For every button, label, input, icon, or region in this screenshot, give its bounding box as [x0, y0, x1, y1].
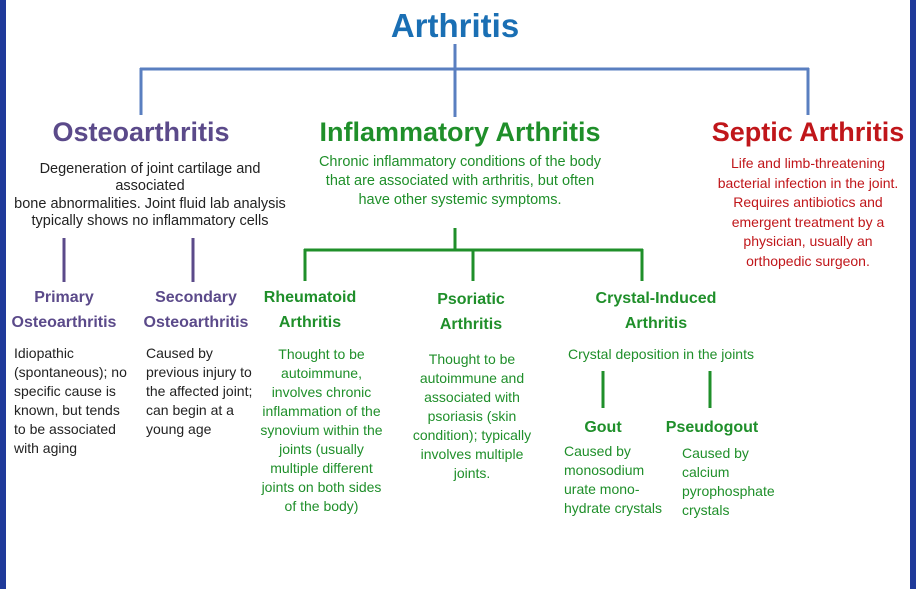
secondary-oa-desc-line: previous injury to — [146, 364, 252, 381]
inflammatory-title: Inflammatory Arthritis — [319, 117, 601, 147]
inflammatory-desc-line: that are associated with arthritis, but often — [325, 172, 595, 189]
rheumatoid-desc-line: autoimmune, — [281, 365, 362, 382]
primary-oa-description — [14, 344, 142, 458]
septic-desc-line: emergent treatment by a — [731, 213, 885, 230]
gout-title: Gout — [584, 419, 622, 436]
rheumatoid-desc-line: inflammation of the — [262, 403, 381, 420]
crystal-title-line: Arthritis — [624, 314, 688, 332]
psoriatic-desc-line: involves multiple — [420, 446, 524, 463]
rheumatoid-description — [254, 345, 389, 516]
gout-desc-line: monosodium — [564, 462, 645, 479]
gout-desc-line: hydrate crystals — [564, 500, 663, 517]
septic-desc-line: Requires antibiotics and — [733, 194, 883, 211]
osteo-title: Osteoarthritis — [52, 117, 230, 147]
crystal-title — [576, 287, 736, 337]
osteo-desc-line: Degeneration of joint cartilage and associated — [39, 161, 261, 195]
pseudogout-description — [682, 444, 792, 520]
rheumatoid-desc-line: of the body) — [284, 498, 359, 515]
rheumatoid-desc-line: Thought to be — [278, 346, 365, 362]
diagram-canvas — [6, 0, 910, 589]
psoriatic-desc-line: psoriasis (skin — [427, 408, 517, 425]
inflammatory-desc-line: Chronic inflammatory conditions of the body — [318, 154, 602, 170]
rheumatoid-desc-line: joints on both sides — [261, 479, 382, 496]
rheumatoid-desc-line: involves chronic — [271, 384, 372, 401]
secondary-oa-desc-line: young age — [146, 421, 212, 438]
secondary-oa-description — [146, 344, 266, 439]
primary-oa-title-line: Osteoarthritis — [11, 313, 117, 331]
primary-oa-desc-line: specific cause is — [14, 383, 116, 400]
rheumatoid-title-line: Rheumatoid — [263, 289, 357, 306]
psoriatic-desc-line: Thought to be — [428, 351, 516, 367]
psoriatic-description — [404, 350, 540, 483]
rheumatoid-title-line: Arthritis — [278, 313, 342, 331]
primary-oa-desc-line: Idiopathic — [14, 345, 74, 361]
primary-oa-desc-line: with aging — [14, 440, 78, 457]
crystal-description: Crystal deposition in the joints — [568, 346, 754, 362]
secondary-oa-desc-line: Caused by — [146, 345, 213, 361]
primary-oa-title-line: Primary — [34, 289, 94, 306]
primary-oa-desc-line: (spontaneous); no — [14, 364, 127, 381]
septic-description — [706, 154, 910, 272]
gout-desc-line: urate mono- — [564, 481, 640, 498]
osteo-description — [6, 161, 294, 231]
psoriatic-title-line: Arthritis — [439, 315, 503, 333]
rheumatoid-desc-line: multiple different — [270, 460, 373, 477]
pseudogout-desc-line: pyrophosphate — [682, 483, 775, 500]
septic-desc-line: physician, usually an — [743, 233, 873, 250]
gout-desc-line: Caused by — [564, 443, 631, 459]
primary-oa-title — [6, 286, 122, 336]
pseudogout-desc-line: Caused by — [682, 445, 749, 461]
rheumatoid-title — [250, 286, 370, 336]
septic-desc-line: orthopedic surgeon. — [746, 252, 870, 269]
psoriatic-desc-line: condition); typically — [412, 427, 532, 444]
root-title: Arthritis — [390, 7, 520, 44]
secondary-oa-title-line: Secondary — [155, 289, 237, 306]
gout-description — [564, 442, 674, 518]
rheumatoid-desc-line: synovium within the — [260, 422, 383, 439]
osteo-desc-line: typically shows no inflammatory cells — [31, 213, 269, 230]
secondary-oa-title — [132, 286, 260, 336]
primary-oa-desc-line: to be associated — [14, 421, 116, 438]
rheumatoid-desc-line: joints (usually — [279, 441, 364, 458]
psoriatic-title — [416, 288, 526, 338]
septic-desc-line: bacterial infection in the joint. — [717, 174, 899, 191]
secondary-oa-desc-line: can begin at a — [146, 402, 234, 419]
septic-title: Septic Arthritis — [711, 117, 905, 147]
secondary-oa-title-line: Osteoarthritis — [143, 313, 249, 331]
psoriatic-desc-line: autoimmune and — [419, 370, 525, 387]
crystal-title-line: Crystal-Induced — [595, 290, 717, 307]
pseudogout-desc-line: calcium — [682, 464, 730, 481]
inflammatory-desc-line: have other systemic symptoms. — [358, 191, 562, 208]
psoriatic-desc-line: joints. — [453, 465, 491, 482]
psoriatic-desc-line: associated with — [424, 389, 520, 406]
septic-desc-line: Life and limb-threatening — [730, 155, 886, 171]
secondary-oa-desc-line: the affected joint; — [146, 383, 253, 400]
primary-oa-desc-line: known, but tends — [14, 402, 120, 419]
osteo-desc-line: bone abnormalities. Joint fluid lab analysis — [14, 195, 286, 212]
psoriatic-title-line: Psoriatic — [437, 291, 505, 308]
inflammatory-description — [315, 153, 605, 210]
pseudogout-title: Pseudogout — [665, 419, 759, 436]
pseudogout-desc-line: crystals — [682, 502, 730, 519]
